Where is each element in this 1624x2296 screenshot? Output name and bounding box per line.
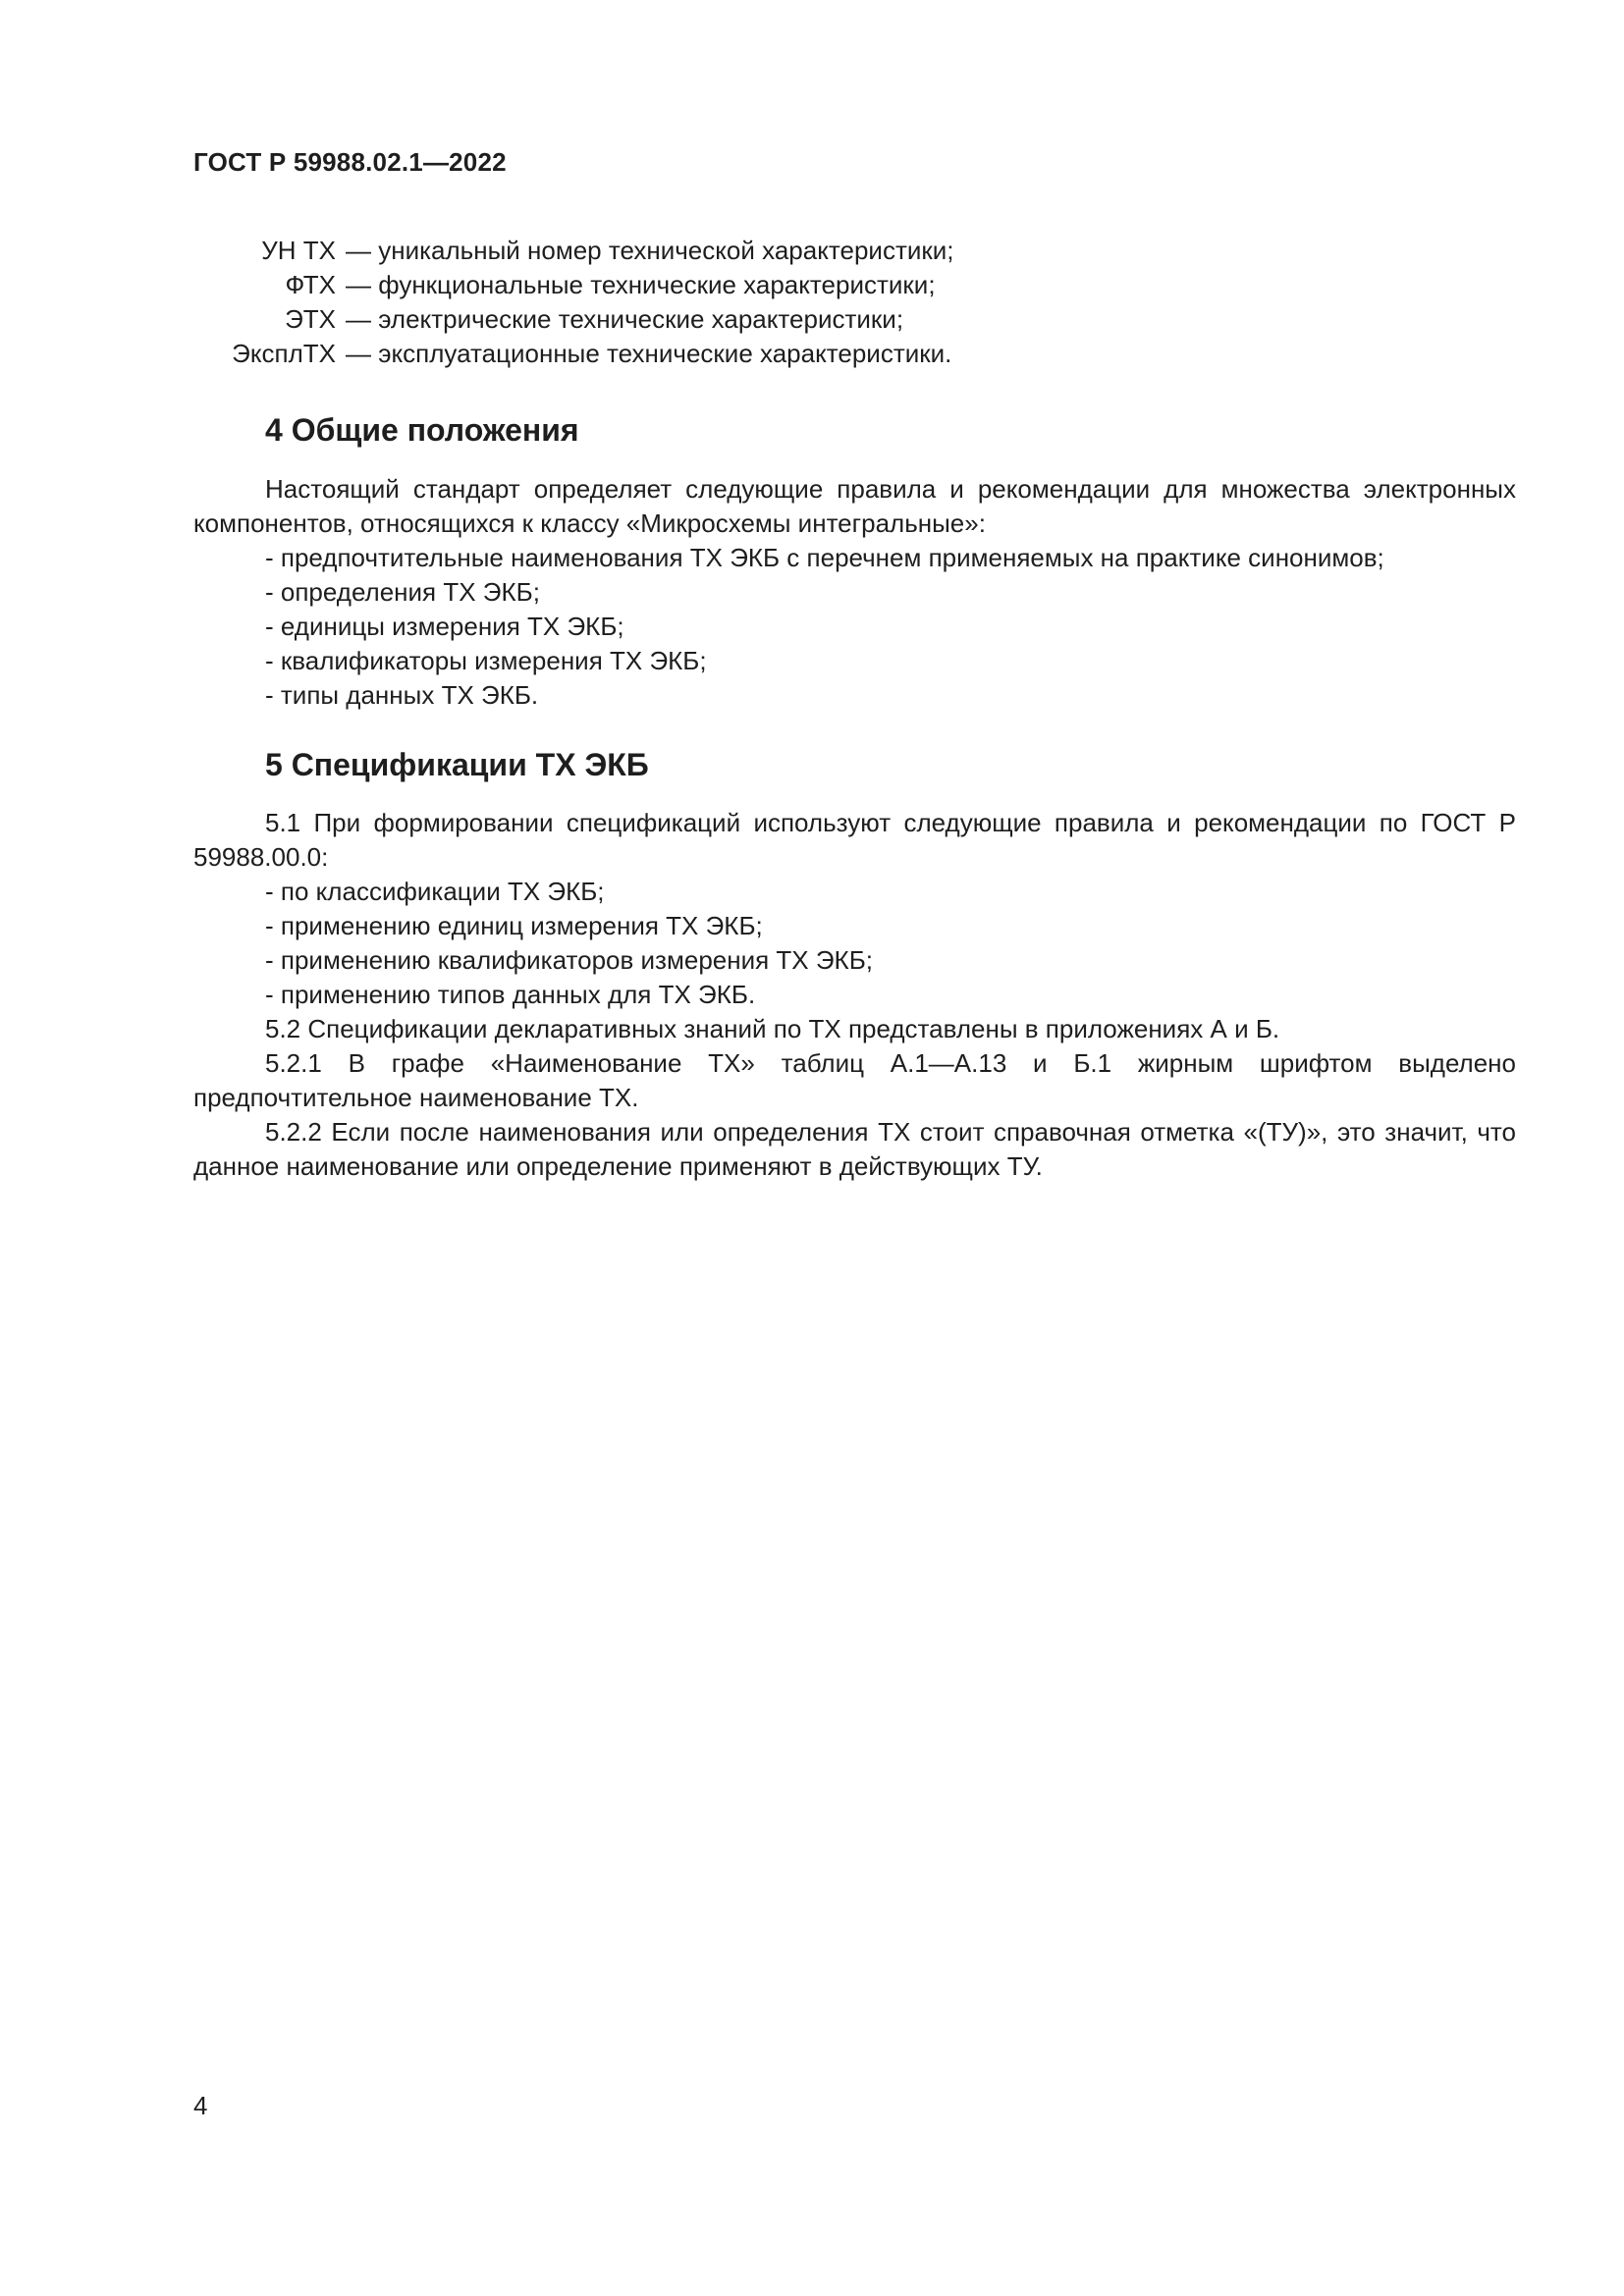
abbreviation-term: ФТХ (285, 270, 336, 299)
paragraph-5-2: 5.2 Спецификации декларативных знаний по ТХ представлены в приложениях А и Б. (265, 1014, 1280, 1043)
section-5-1-list (193, 875, 1516, 1012)
abbreviation-list (193, 234, 1175, 371)
abbreviation-definition: — эксплуатационные технические характеристики. (346, 339, 952, 368)
document-header: ГОСТ Р 59988.02.1—2022 (193, 147, 507, 177)
abbreviation-term: ЭксплТХ (232, 339, 336, 368)
section-4-list (193, 541, 1516, 713)
list-item: - применению единиц измерения ТХ ЭКБ; (265, 911, 763, 940)
section-4-intro: Настоящий стандарт определяет следующие правила и рекомендации для множества электронных компонентов, относящихся к классу «Микросхемы интегральные»: (193, 474, 1516, 538)
page-number: 4 (193, 2091, 208, 2120)
abbreviation-term: УН ТХ (261, 236, 336, 265)
paragraph-5-2-1: 5.2.1 В графе «Наименование ТХ» таблиц А.1—А.13 и Б.1 жирным шрифтом выделено предпочтительное наименование ТХ. (193, 1048, 1516, 1112)
abbreviation-definition: — электрические технические характеристики; (346, 304, 904, 334)
list-item: - по классификации ТХ ЭКБ; (265, 877, 605, 906)
abbreviation-definition: — уникальный номер технической характеристики; (346, 236, 954, 265)
abbreviation-row (193, 234, 1175, 268)
list-item: - квалификаторы измерения ТХ ЭКБ; (265, 646, 707, 675)
abbreviation-row (193, 337, 1175, 371)
list-item: - применению типов данных для ТХ ЭКБ. (265, 980, 756, 1009)
list-item: - единицы измерения ТХ ЭКБ; (265, 612, 624, 641)
abbreviation-definition: — функциональные технические характеристики; (346, 270, 936, 299)
section-4-title: 4 Общие положения (265, 412, 579, 448)
list-item: - предпочтительные наименования ТХ ЭКБ с перечнем применяемых на практике синонимов; (265, 543, 1384, 572)
paragraph-5-2-2: 5.2.2 Если после наименования или определения ТХ стоит справочная отметка «(ТУ)», это значит, что данное наименование или определение применяют в действующих ТУ. (193, 1117, 1516, 1181)
abbreviation-term: ЭТХ (285, 304, 336, 334)
list-item: - определения ТХ ЭКБ; (265, 577, 540, 607)
paragraph-5-1: 5.1 При формировании спецификаций используют следующие правила и рекомендации по ГОСТ Р 59988.00.0: (193, 808, 1516, 872)
abbreviation-row (193, 302, 1175, 337)
abbreviation-row (193, 268, 1175, 302)
list-item: - типы данных ТХ ЭКБ. (265, 680, 539, 710)
section-5-title: 5 Спецификации ТХ ЭКБ (265, 747, 649, 782)
list-item: - применению квалификаторов измерения ТХ ЭКБ; (265, 945, 873, 975)
